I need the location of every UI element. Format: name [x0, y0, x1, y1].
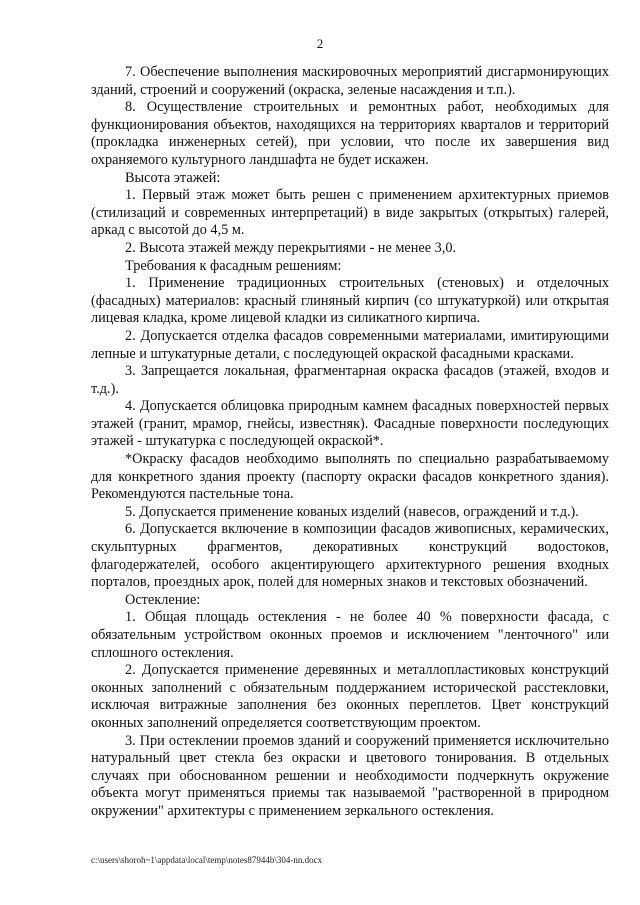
paragraph-facade-2: 2. Допускается отделка фасадов современными материалами, имитирующими лепные и штукатурные детали, с последующей окраской фасадными красками. [91, 327, 609, 362]
paragraph-facade-1: 1. Применение традиционных строительных (стеновых) и отделочных (фасадных) материалов: красный глиняный кирпич (со штукатуркой) или открытая лицевая кладка, кроме лицевой кладки из силикатного кирпича. [91, 275, 609, 327]
paragraph-facade-4: 4. Допускается облицовка природным камнем фасадных поверхностей первых этажей (гранит, мрамор, гнейсы, известняк). Фасадные поверхности последующих этажей - штукатурка с последующей окраской*. [91, 398, 609, 450]
section-heading-floor-height: Высота этажей: [125, 169, 221, 186]
paragraph-facade-5: 5. Допускается применение кованых изделий (навесов, ограждений и т.д.). [125, 503, 579, 520]
paragraph-facade-3: 3. Запрещается локальная, фрагментарная окраска фасадов (этажей, входов и т.д.). [91, 363, 609, 397]
page-number: 2 [316, 36, 324, 51]
paragraph-item-7: 7. Обеспечение выполнения маскировочных мероприятий дисгармонирующих зданий, строений и сооружений (окраска, зеленые насаждения и т.п.). [91, 64, 609, 98]
paragraph-facade-footnote: *Окраску фасадов необходимо выполнять по специально разрабатываемому для конкретного здания проекту (паспорту окраски фасадов конкретного здания). Рекомендуются пастельные тона. [91, 451, 609, 503]
paragraph-floor-1: 1. Первый этаж может быть решен с применением архитектурных приемов (стилизаций и современных интерпретаций) в виде закрытых (открытых) галерей, аркад с высотой до 4,5 м. [91, 187, 609, 239]
document-body [91, 64, 609, 821]
paragraph-glazing-3: 3. При остеклении проемов зданий и сооружений применяется исключительно натуральный цвет стекла без окраски и цветового тонирования. В отдельных случаях при обоснованном решении и необходимости подчеркнуть окружение объекта могут применяться приемы так называемой "растворенной в природном окружении" архитектуры с применением зеркального остекления. [91, 732, 609, 819]
paragraph-item-8: 8. Осуществление строительных и ремонтных работ, необходимых для функционирования объектов, находящихся на территориях кварталов и территорий (прокладка инженерных сетей), при условии, что после их завершения вид охраняемого культурного ландшафта не будет искажен. [91, 99, 609, 168]
section-heading-glazing: Остекление: [125, 591, 201, 608]
paragraph-glazing-1: 1. Общая площадь остекления - не более 40 % поверхности фасада, с обязательным устройством оконных проемов и исключением "ленточного" или сплошного остекления. [91, 609, 609, 661]
paragraph-facade-6: 6. Допускается включение в композиции фасадов живописных, керамических, скульптурных фрагментов, декоративных конструкций водостоков, флагодержателей, особого акцентирующего архитектурного решения входных порталов, проездных арок, полей для номерных знаков и текстовых обозначений. [91, 521, 609, 591]
section-heading-facade: Требования к фасадным решениям: [125, 257, 342, 274]
paragraph-glazing-2: 2. Допускается применение деревянных и металлопластиковых конструкций оконных заполнений с обязательным поддержанием исторической расстекловки, исключая витражные заполнения без оконных переплетов. Цвет конструкций оконных заполнений определяется соответствующим проектом. [91, 662, 609, 731]
paragraph-floor-2: 2. Высота этажей между перекрытиями - не менее 3,0. [125, 239, 457, 256]
footer-file-path: c:\users\shoroh~1\appdata\local\temp\notes87944b\304-nn.docx [91, 855, 323, 865]
